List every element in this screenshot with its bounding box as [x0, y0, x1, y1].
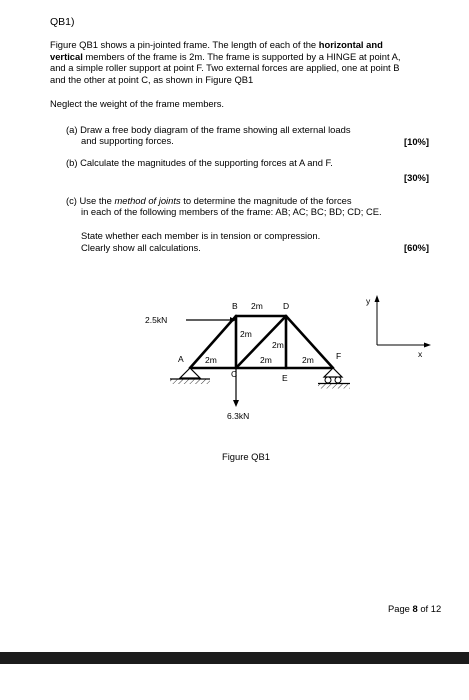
part-b-line-1: (b) Calculate the magnitudes of the supporting forces at A and F. — [66, 157, 333, 168]
y-arrow-icon — [375, 295, 380, 302]
part-c-line-2: in each of the following members of the frame: AB; AC; BC; BD; CD; CE. — [81, 206, 382, 217]
intro-line-3: and a simple roller support at point F. Two external forces are applied, one at point B — [50, 62, 400, 73]
coordinate-axes — [360, 292, 432, 362]
page-number — [388, 603, 441, 615]
question-heading: QB1) — [50, 16, 75, 28]
intro-line-4: and the other at point C, as shown in Figure QB1 — [50, 74, 254, 85]
truss-figure — [140, 292, 360, 427]
intro-bold-horizontal: horizontal and — [318, 39, 383, 50]
intro-bold-vertical: vertical — [50, 51, 83, 62]
label-a: A — [178, 354, 184, 364]
force-b-label: 2.5kN — [145, 315, 168, 325]
part-a-line-1: (a) Draw a free body diagram of the frame showing all external loads — [66, 124, 351, 135]
hinge-support-a — [170, 368, 210, 384]
page-middle: of — [417, 603, 431, 614]
figure-caption: Figure QB1 — [222, 451, 270, 462]
label-d: D — [283, 301, 290, 311]
part-c-italic-method: method of joints — [114, 195, 181, 206]
part-c-text: to determine the magnitude of the forces — [180, 195, 352, 206]
page-prefix: Page — [388, 603, 413, 614]
dim-dc: 2m — [272, 340, 284, 350]
label-e: E — [282, 373, 288, 383]
dim-ac: 2m — [205, 355, 217, 365]
axis-x-label: x — [418, 349, 423, 359]
axis-y-label: y — [366, 296, 371, 306]
intro-line-1 — [50, 39, 383, 51]
x-arrow-icon — [424, 343, 431, 348]
page-current: 8 — [412, 603, 418, 614]
part-c-line-4: Clearly show all calculations. — [81, 242, 201, 253]
dim-ce: 2m — [260, 355, 272, 365]
part-c-line-3: State whether each member is in tension or compression. — [81, 230, 321, 241]
label-b: B — [232, 301, 238, 311]
neglect-statement: Neglect the weight of the frame members. — [50, 98, 225, 109]
force-arrow-b — [186, 317, 236, 323]
dim-bd: 2m — [251, 301, 263, 311]
part-b-marks: [30%] — [403, 172, 429, 183]
part-c-text: (c) Use the — [66, 195, 115, 206]
page-total: 12 — [430, 603, 442, 614]
dim-bc: 2m — [240, 329, 252, 339]
bottom-bar — [0, 652, 469, 664]
force-c-label: 6.3kN — [227, 411, 250, 421]
part-a-line-2: and supporting forces. — [81, 135, 174, 146]
intro-text: members of the frame is 2m. The frame is supported by a HINGE at point A, — [82, 51, 401, 62]
label-f: F — [336, 351, 342, 361]
part-a-marks: [10%] — [403, 136, 429, 147]
label-c: C — [231, 369, 238, 379]
intro-text: Figure QB1 shows a pin-jointed frame. The length of each of the — [50, 39, 319, 50]
roller-support-f — [318, 368, 350, 389]
dim-ef: 2m — [302, 355, 314, 365]
part-c-marks: [60%] — [403, 242, 429, 253]
